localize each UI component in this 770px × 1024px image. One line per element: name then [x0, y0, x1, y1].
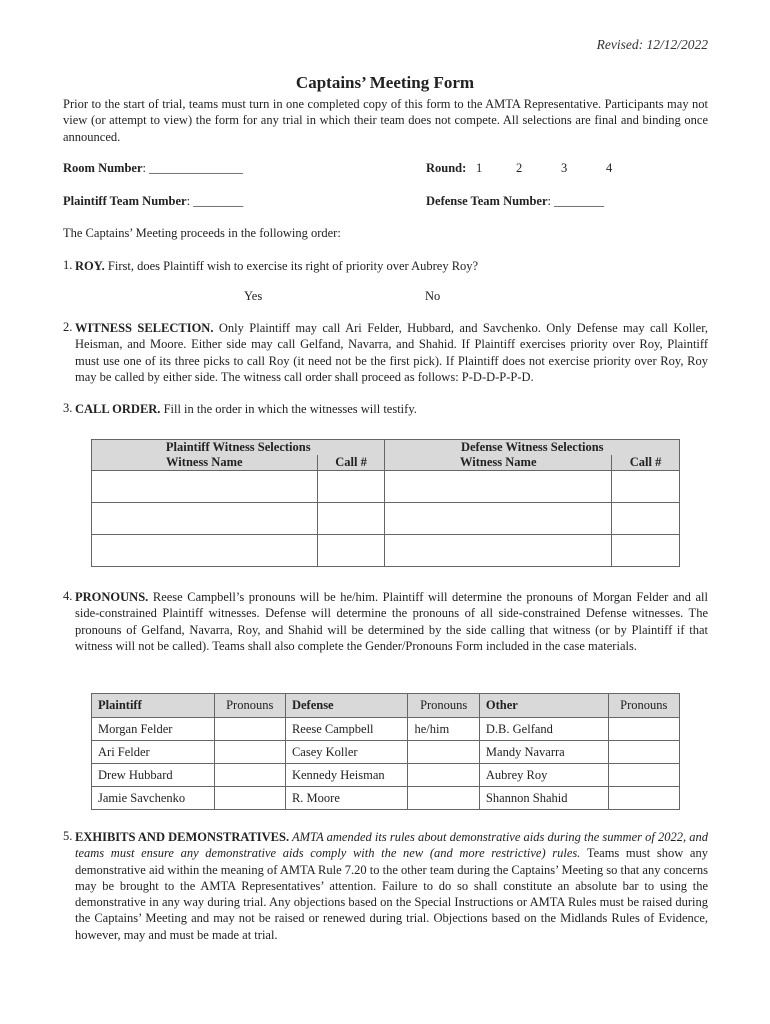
table-row — [92, 787, 680, 810]
defense-witness-name-cell[interactable] — [385, 535, 612, 567]
order-intro: The Captains’ Meeting proceeds in the following order: — [63, 226, 341, 240]
round-option-4[interactable]: 4 — [606, 161, 613, 175]
section-5-number: 5. — [63, 829, 73, 843]
table-row — [92, 741, 680, 764]
pronoun-cell[interactable] — [608, 764, 679, 787]
plaintiff-call-number-header: Call # — [317, 455, 385, 471]
pronouns-header-defense: Defense — [285, 694, 408, 718]
pronouns-header-plaintiff: Plaintiff — [92, 694, 215, 718]
section-exhibits-title: EXHIBITS AND DEMONSTRATIVES. — [75, 830, 290, 844]
plaintiff-witness-name-cell[interactable] — [92, 471, 318, 503]
defense-witness-cell: R. Moore — [285, 787, 408, 810]
defense-call-number-header: Call # — [612, 455, 680, 471]
room-number-field[interactable] — [63, 161, 243, 176]
defense-witness-header: Defense Witness Selections — [385, 440, 680, 456]
section-roy-text: First, does Plaintiff wish to exercise its right of priority over Aubrey Roy? — [104, 259, 479, 273]
section-witness-title: WITNESS SELECTION. — [75, 321, 214, 335]
room-number-label: Room Number — [63, 161, 143, 175]
section-1-number: 1. — [63, 258, 73, 272]
defense-call-number-cell[interactable] — [612, 471, 680, 503]
pronoun-cell[interactable] — [214, 741, 285, 764]
roy-yes-option[interactable]: Yes — [244, 289, 263, 303]
section-call-order-text: Fill in the order in which the witnesses will testify. — [160, 402, 417, 416]
section-witness-text: Only Plaintiff may call Ari Felder, Hubbard, and Savchenko. Only Defense may call Koller, Heisman, and Moore. Either side may call Gelfand, Navarra, and Shahid. If Plaintiff exercises priority over Roy, Plaintiff must use one of its three picks to call Roy (it need not be the first pick). If Plaintiff does not exercise priority over Roy, Roy may be called by either side. The witness call order shall proceed as follows: P-D-D-P-P-D. — [75, 321, 708, 384]
section-pronouns-title: PRONOUNS. — [75, 590, 149, 604]
pronoun-cell[interactable] — [408, 787, 479, 810]
defense-witness-cell: Kennedy Heisman — [285, 764, 408, 787]
pronouns-table — [91, 693, 680, 810]
pronoun-cell[interactable] — [608, 718, 679, 741]
plaintiff-call-number-cell[interactable] — [317, 535, 385, 567]
revision-date: Revised: 12/12/2022 — [596, 37, 708, 52]
defense-call-number-cell[interactable] — [612, 535, 680, 567]
section-4-number: 4. — [63, 589, 73, 603]
pronouns-header-pronouns: Pronouns — [408, 694, 479, 718]
defense-witness-name-cell[interactable] — [385, 471, 612, 503]
round-option-3[interactable]: 3 — [561, 161, 568, 175]
pronoun-cell[interactable] — [214, 718, 285, 741]
plaintiff-witness-cell: Morgan Felder — [92, 718, 215, 741]
section-roy-title: ROY. — [75, 259, 105, 273]
page-title: Captains’ Meeting Form — [295, 73, 475, 92]
intro-paragraph: Prior to the start of trial, teams must turn in one completed copy of this form to the AMTA Representative. Participants may not view (or attempt to view) the form for any trial in which their team does not compete. All selections are final and binding once announced. — [63, 97, 708, 144]
witness-table-row — [92, 503, 680, 535]
plaintiff-team-number-label: Plaintiff Team Number — [63, 194, 187, 208]
section-call-order — [75, 401, 708, 417]
table-row — [92, 718, 680, 741]
pronoun-cell[interactable] — [214, 787, 285, 810]
plaintiff-witness-cell: Ari Felder — [92, 741, 215, 764]
defense-witness-cell: Casey Koller — [285, 741, 408, 764]
defense-witness-name-header: Witness Name — [385, 455, 612, 471]
room-number-blank: : _______________ — [142, 161, 243, 175]
witness-table-row — [92, 535, 680, 567]
other-witness-cell: D.B. Gelfand — [479, 718, 608, 741]
round-label: Round — [426, 161, 463, 175]
other-witness-cell: Shannon Shahid — [479, 787, 608, 810]
plaintiff-call-number-cell[interactable] — [317, 471, 385, 503]
pronoun-cell[interactable] — [408, 764, 479, 787]
pronouns-header-other: Other — [479, 694, 608, 718]
plaintiff-team-number-blank: : ________ — [186, 194, 244, 208]
plaintiff-witness-name-header: Witness Name — [92, 455, 318, 471]
plaintiff-witness-cell: Jamie Savchenko — [92, 787, 215, 810]
round-option-1[interactable]: 1 — [476, 161, 483, 175]
pronoun-cell[interactable]: he/him — [408, 718, 479, 741]
plaintiff-witness-name-cell[interactable] — [92, 503, 318, 535]
table-row — [92, 764, 680, 787]
pronoun-cell[interactable] — [608, 741, 679, 764]
witness-table-row — [92, 471, 680, 503]
witness-call-table — [91, 439, 680, 567]
section-witness-selection — [75, 320, 708, 385]
defense-witness-cell: Reese Campbell — [285, 718, 408, 741]
round-field: Round: 1 2 3 4 — [426, 161, 613, 175]
plaintiff-team-number-field[interactable] — [63, 194, 243, 209]
section-pronouns-text: Reese Campbell’s pronouns will be he/him. Plaintiff will determine the pronouns of Morgan Felder and all side-constrained Plaintiff witnesses. Defense will determine the pronouns of all side-constrained Defense witnesses. The pronouns of Gelfand, Navarra, Roy, and Shahid will be determined by the side calling that witness (or by Plaintiff if that witness will not be called). Teams shall also complete the Gender/Pronouns Form included in the case materials. — [75, 590, 708, 653]
section-call-order-title: CALL ORDER. — [75, 402, 161, 416]
section-roy — [75, 258, 708, 274]
section-2-number: 2. — [63, 320, 73, 334]
plaintiff-witness-header: Plaintiff Witness Selections — [92, 440, 385, 456]
other-witness-cell: Aubrey Roy — [479, 764, 608, 787]
defense-witness-name-cell[interactable] — [385, 503, 612, 535]
pronouns-header-pronouns: Pronouns — [214, 694, 285, 718]
plaintiff-witness-name-cell[interactable] — [92, 535, 318, 567]
roy-no-option[interactable]: No — [425, 289, 441, 303]
round-option-2[interactable]: 2 — [516, 161, 523, 175]
plaintiff-witness-cell: Drew Hubbard — [92, 764, 215, 787]
plaintiff-call-number-cell[interactable] — [317, 503, 385, 535]
defense-team-number-field[interactable] — [426, 194, 604, 209]
pronoun-cell[interactable] — [608, 787, 679, 810]
section-exhibits-text: Teams must show any demonstrative aid within the meaning of AMTA Rule 7.20 to the other team during the Captains’ Meeting so that any concerns may be brought to the AMTA Representatives’ attention. Failure to do so shall constitute an absolute bar to using the demonstrative in any way during trial. Any objections based on the Special Instructions or AMTA Rules must be raised during the Captains’ Meeting and may not be raised or renewed during trial. Objections based on the Midlands Rules of Evidence, however, may and must be made at trial. — [75, 846, 709, 942]
pronoun-cell[interactable] — [408, 741, 479, 764]
section-3-number: 3. — [63, 401, 73, 415]
pronoun-cell[interactable] — [214, 764, 285, 787]
other-witness-cell: Mandy Navarra — [479, 741, 608, 764]
section-exhibits-italic-note: AMTA amended its rules about demonstrative aids during the summer of 2022, and teams must ensure any demonstrative aids comply with the new (and more restrictive) rules. — [75, 830, 709, 861]
defense-team-number-label: Defense Team Number — [426, 194, 548, 208]
pronouns-header-pronouns: Pronouns — [608, 694, 679, 718]
section-pronouns — [75, 589, 708, 654]
defense-call-number-cell[interactable] — [612, 503, 680, 535]
defense-team-number-blank: : ________ — [547, 194, 605, 208]
section-exhibits — [75, 829, 708, 943]
